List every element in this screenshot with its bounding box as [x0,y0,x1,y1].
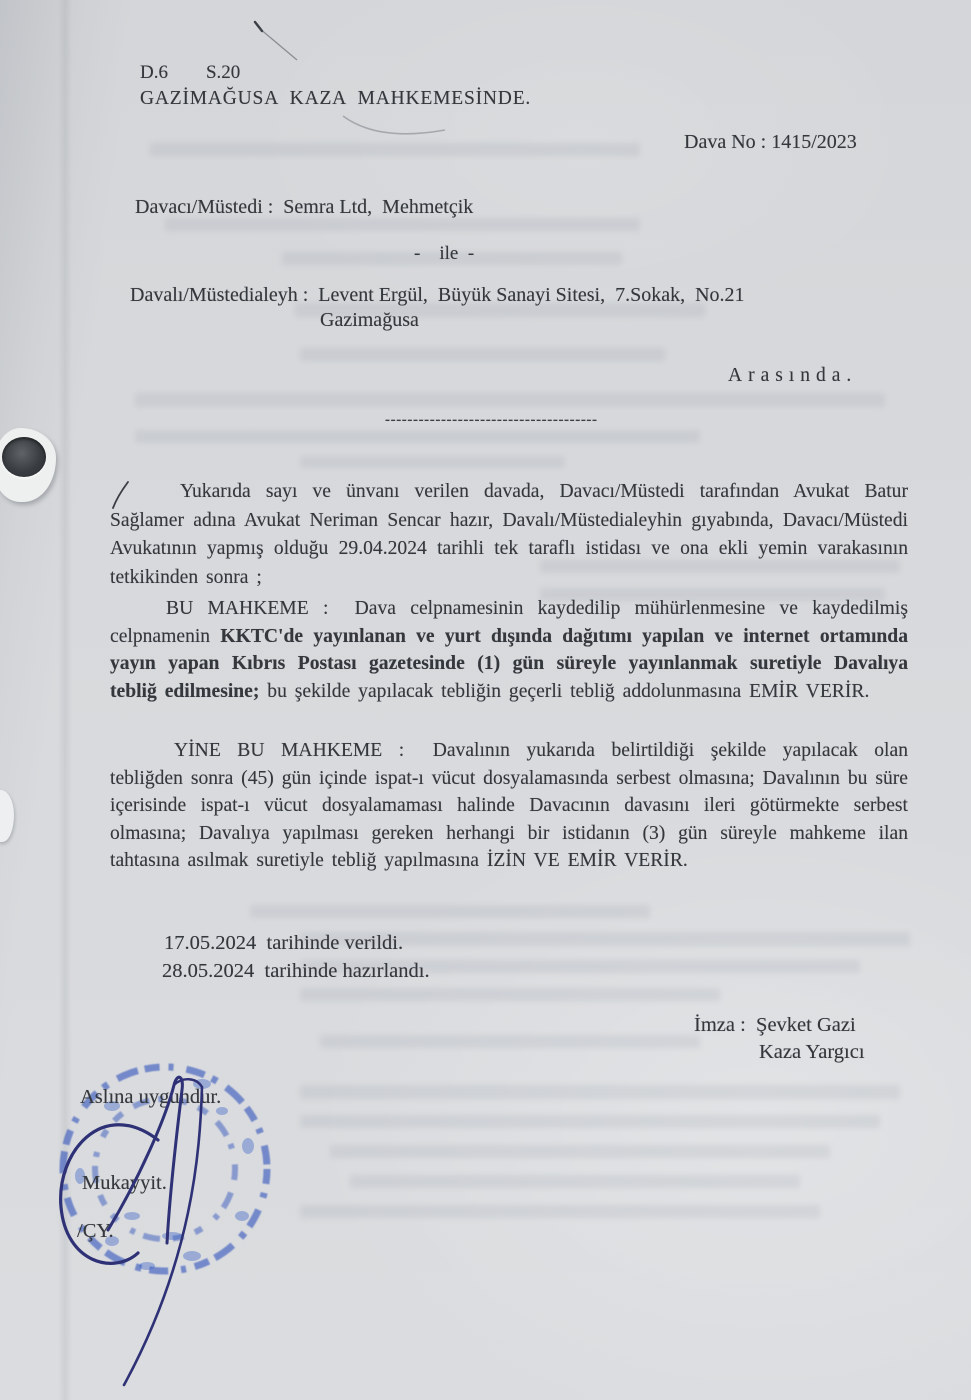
case-number: Dava No : 1415/2023 [684,131,857,153]
bleedthrough-ghost [300,988,720,1001]
pen-tick-mark [245,12,315,67]
bleedthrough-ghost [300,1085,900,1099]
bleedthrough-ghost [300,1205,820,1218]
order-1-label: BU MAHKEME : [166,598,329,619]
defendant-city: Gazimağusa [320,309,419,331]
doc-ref: D.6 S.20 [140,62,241,83]
certified-copy-label: Aslına uygundur. [80,1086,222,1108]
judge-signature-line: İmza : Şevket Gazi [694,1014,856,1036]
paper-tear-small [0,790,14,842]
registrar-label: Mukayyit. [82,1172,167,1194]
order-2-text: Davalının yukarıda belirtildiği şekilde yapılacak olan tebliğden sonra (45) gün içinde ispat-ı vücut dosyalamasında serbest olmasına; Davalının bu süre içerisinde ispat-ı vücut dosyalamaması halinde Davacının davasını ileri götürmekte serbest olmasına; Davalıya yapılması gereken herhangi bir istidanın (3) gün süreyle mahkeme ilan tahtasına asılmak suretiyle tebliğ yapılmasına İZİN VE EMİR VERİR. [110,740,908,872]
bleedthrough-ghost [350,1175,800,1188]
bleedthrough-ghost [250,905,650,918]
date-given: 17.05.2024 tarihinde verildi. [164,932,404,954]
paragraph-order-2 [110,737,908,875]
arasinda-label: Arasında. [728,365,858,386]
bleedthrough-ghost [135,393,885,407]
bleedthrough-ghost [135,430,700,443]
bleedthrough-ghost [330,1145,830,1158]
order-1-run3: bu şekilde yapılacak tebliğin geçerli tebliğ addolunmasına EMİR VERİR. [267,680,870,702]
court-title: GAZİMAĞUSA KAZA MAHKEMESİNDE. [140,88,532,109]
order-2-label: YİNE BU MAHKEME : [174,740,405,761]
paper-crease [335,108,455,143]
ile-separator: - ile - [414,243,475,264]
bleedthrough-ghost [320,1035,700,1048]
plaintiff-line: Davacı/Müstedi : Semra Ltd, Mehmetçik [135,196,474,218]
bleedthrough-ghost [300,456,565,468]
dashed-separator: -------------------------------------- [385,412,598,428]
bleedthrough-ghost [165,218,640,231]
paragraph-intro: Yukarıda sayı ve ünvanı verilen davada, Davacı/Müstedi tarafından Avukat Batur Sağlamer adına Avukat Neriman Sencar hazır, Davalı/Müstedialeyhin gıyabında, Davacı/Müstedi Avukatının yapmış olduğu 29.04.2024 tarihli tek taraflı istidası ve ona ekli yemin varakasının tetkikinden sonra ; [110,481,908,588]
bleedthrough-ghost [150,143,640,156]
defendant-line: Davalı/Müstedialeyh : Levent Ergül, Büyük Sanayi Sitesi, 7.Sokak, No.21 [130,284,745,306]
judge-title: Kaza Yargıcı [759,1041,865,1063]
order-1-run2-bold: KKTC'de yayınlanan ve yurt dışında dağıtımı yapılan ve internet ortamında yayın yapan Kıbrıs Postası gazetesinde (1) gün süreyle yayınlanmak suretiyle Davalıya tebliğ edilmesine; [110,625,908,702]
bleedthrough-ghost [300,348,665,361]
date-prepared: 28.05.2024 tarihinde hazırlandı. [162,960,430,982]
order-1-run1: Dava celpnamesinin kaydedilip mühürlenmesine ve kaydedilmiş celpnamenin [110,598,908,647]
clerk-initials: /ÇY. [77,1220,114,1242]
hole-punch [2,437,46,477]
paragraph-order-1 [110,595,908,705]
handwritten-signature [40,1055,310,1400]
bleedthrough-ghost [300,1115,880,1128]
